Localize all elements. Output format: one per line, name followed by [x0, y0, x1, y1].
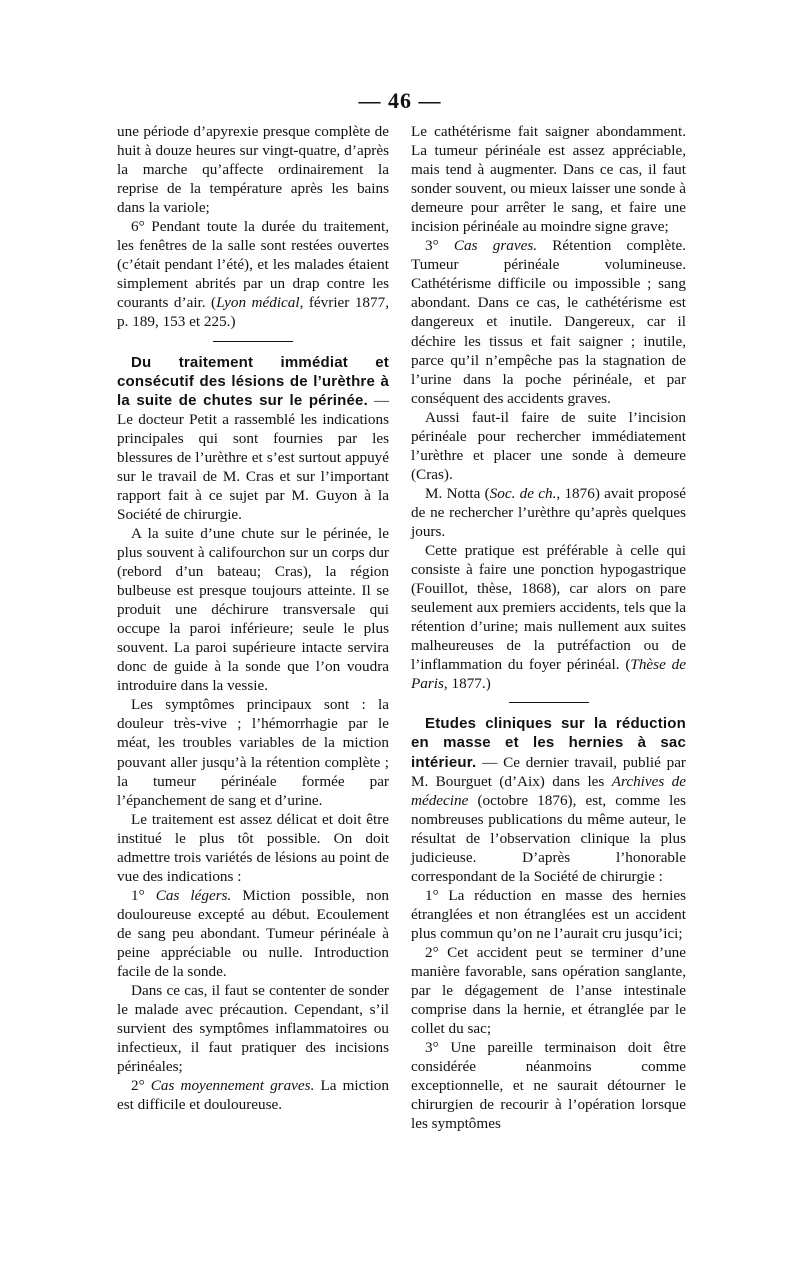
case-label: Cas graves.	[453, 237, 538, 255]
paragraph: A la suite d’une chute sur le périnée, le plus souvent à califourchon sur un corps dur (rebord d’un bateau; Cras), la région bulbeuse est presque toujours atteinte. Il se produit une déchirure transversale qui occupe la paroi inférieure; seule le plus souvent. La paroi supérieure intacte servira donc de guide à la sonde que l’on voudra introduire dans la vessie.	[117, 524, 389, 695]
section-divider	[213, 341, 293, 342]
paragraph: 1° La réduction en masse des hernies étranglées et non étranglées est un accident plus commun qu’on ne l’aurait cru jusqu’ici;	[411, 886, 686, 942]
text: Cette pratique est préférable à celle qui consiste à faire une ponction hypogastrique (Fouillot, thèse, 1868), car alors on pare seulement aux premiers accidents, tels que la rétention d’urine; mais nullement aux suites malheureuses de la putréfaction ou de l’inflammation du foyer périnéal. (	[411, 542, 686, 674]
text: La miction est difficile et douloureuse.	[117, 1077, 389, 1114]
page-number: — 46 —	[358, 88, 442, 113]
citation-details: , février 1877, p. 189, 153 et 225.)	[117, 294, 389, 331]
paragraph	[411, 236, 686, 407]
paragraph: 6° Pendant toute la durée du traitement, les fenêtres de la salle sont restées ouvertes (c’était pendant l’été), et les malades étaient simplement abrités par un drap contre les courants d’air. (Lyon médical, février 1877, p. 189, 153 et 225.)	[117, 218, 389, 331]
list-number: 1°	[131, 886, 156, 904]
text: — Ce dernier travail, publié par M. Bourguet (d’Aix) dans les	[411, 753, 686, 790]
text: Miction possible, non douloureuse excepté au début. Ecoulement de sang peu abondant. Tumeur périnéale à peine appréciable ou nulle. Introduction facile de la sonde.	[117, 886, 390, 981]
paragraph	[411, 714, 686, 885]
text: — Le docteur Petit a rassemblé les indications principales qui sont fournies par les blessures de l’urèthre et s’est surtout appuyé sur le travail de M. Cras et sur l’important rapport fait à ce sujet par M. Guyon à la Société de chirurgie.	[117, 391, 390, 523]
paragraph: 3° Une pareille terminaison doit être considérée néanmoins comme exceptionnelle, et ne saurait détourner le chirurgien de recourir à l’opération lorsque les symptômes	[411, 1039, 686, 1133]
list-number: 2°	[131, 1077, 151, 1095]
paragraph: Le cathétérisme fait saigner abondamment. La tumeur périnéale est assez appréciable, mais tend à augmenter. Dans ce cas, il faut sonder souvent, ou mieux laisser une sonde à demeure pour arrêter le sang, et faire une incision périnéale au moindre signe grave;	[411, 123, 686, 236]
citation-source: Lyon médical	[216, 294, 300, 312]
paragraph: Dans ce cas, il faut se contenter de sonder le malade avec précaution. Cependant, s’il survient des symptômes inflammatoires ou infectieux, il faut pratiquer des incisions périnéales;	[117, 982, 389, 1076]
text: M. Notta (	[425, 484, 490, 502]
text: 6° Pendant toute la durée du traitement, les fenêtres de la salle sont restées ouvertes (c’était pendant l’été), et les malades étaient simplement abrités par un drap contre les courants d’air.	[117, 218, 389, 312]
text: Rétention complète. Tumeur périnéale volumineuse. Cathétérisme difficile ou impossible ; sang abondant. Dans ce cas, le cathétérisme est dangereux et inutile. Dangereux, car il déchire les tissus et fait saigner ; inutile, parce qu’il n’empêche pas la stagnation de l’urine dans la poche périnéale, et par conséquent des accidents graves.	[411, 237, 687, 407]
paragraph	[411, 484, 686, 541]
section-heading: Etudes cliniques sur la réduction en masse et les hernies à sac intérieur.	[411, 715, 686, 771]
paragraph	[117, 886, 389, 981]
paragraph: une période d’apyrexie presque complète de huit à douze heures sur vingt-quatre, d’après la marche qu’affecte ordinairement la reprise de la température après les bains dans la variole;	[117, 123, 389, 217]
case-label: Cas moyennement graves.	[150, 1077, 315, 1095]
left-column	[117, 122, 389, 1114]
citation-source: Soc. de ch.	[489, 484, 557, 502]
list-number: 3°	[425, 237, 454, 255]
paragraph	[117, 1076, 389, 1114]
paragraph	[411, 541, 686, 693]
paragraph: Le traitement est assez délicat et doit être institué le plus tôt possible. On doit admettre trois variétés de lésions au point de vue des indications :	[117, 810, 389, 885]
case-label: Cas légers.	[155, 886, 232, 904]
section-heading: Du traitement immédiat et consécutif des lésions de l’urèthre à la suite de chutes sur le périnée.	[117, 353, 389, 409]
paragraph	[117, 353, 389, 524]
text: (octobre 1876), est, comme les nombreuses publications du même auteur, le résultat de l’observation clinique la plus judicieuse. D’après l’honorable correspondant de la Société de chirurgie :	[411, 791, 686, 885]
citation-source: Archives de médecine	[411, 772, 687, 809]
text: , 1877.)	[443, 675, 491, 693]
text: , 1876) avait proposé de ne rechercher l’urèthre qu’après quelques jours.	[411, 484, 686, 540]
citation-source: Thèse de Paris	[411, 656, 686, 693]
paragraph: 2° Cet accident peut se terminer d’une manière favorable, sans opération sanglante, par le dégagement de l’anse intestinale comprise dans la hernie, et étranglée par le collet du sac;	[411, 943, 686, 1038]
right-column	[411, 122, 686, 1133]
section-divider	[509, 702, 589, 703]
paragraph: Les symptômes principaux sont : la douleur très-vive ; l’hémorrhagie par le méat, les troubles variables de la miction pouvant aller jusqu’à la rétention complète ; la tumeur périnéale formée par l’épanchement de sang et d’urine.	[117, 696, 389, 809]
paragraph: Aussi faut-il faire de suite l’incision périnéale pour rechercher immédiatement l’urèthre et placer une sonde à demeure (Cras).	[411, 408, 686, 483]
